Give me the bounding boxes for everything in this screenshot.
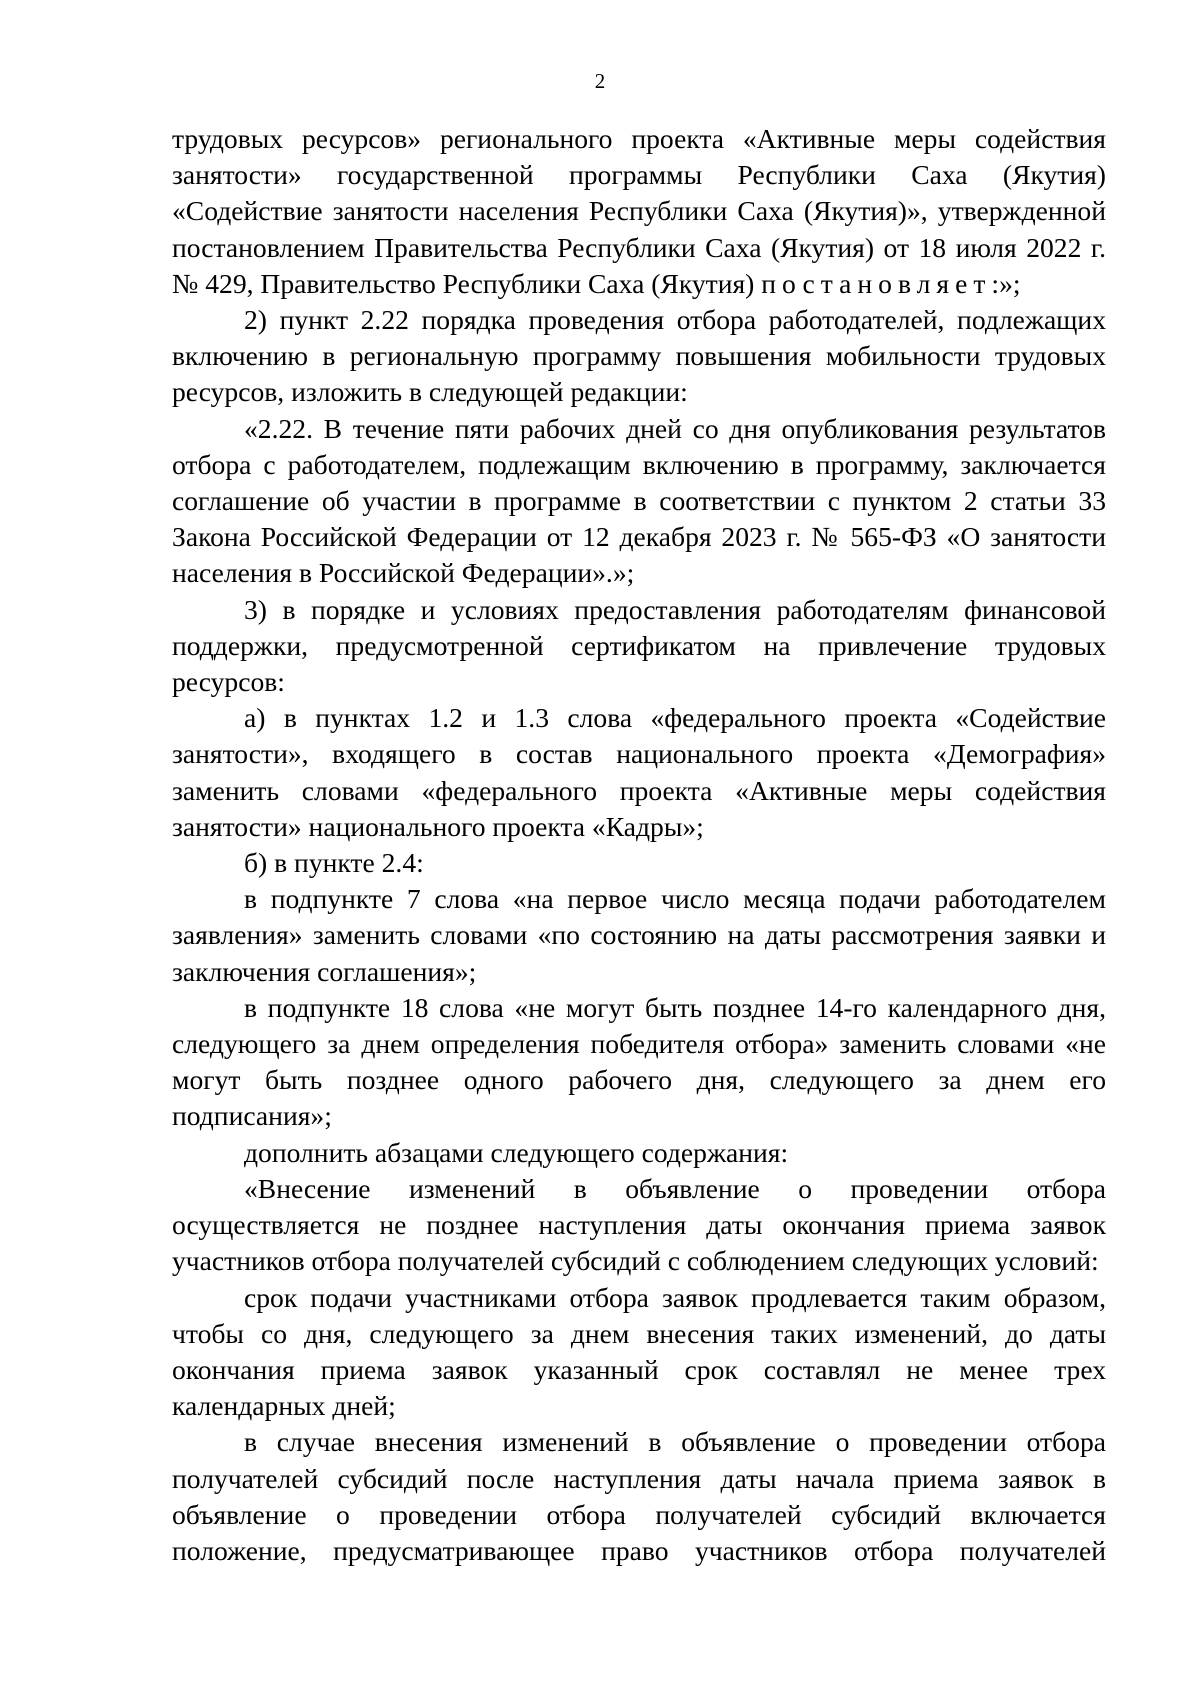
- paragraph-1-spaced-word: постановляет: [761, 267, 992, 299]
- paragraph-5: а) в пунктах 1.2 и 1.3 слова «федерального проекта «Содействие занятости», входящего в состав национального проекта «Демография» заменить словами «федерального проекта «Активные меры содействия занятости» национального проекта «Кадры»;: [172, 702, 1106, 842]
- paragraph-1-tail: :»;: [991, 267, 1021, 299]
- paragraph-4: 3) в порядке и условиях предоставления работодателям финансовой поддержки, предусмотренной сертификатом на привлечение трудовых ресурсов:: [172, 593, 1106, 698]
- paragraph-9: дополнить абзацами следующего содержания:: [244, 1136, 789, 1168]
- paragraph-8: в подпункте 18 слова «не могут быть позднее 14-го календарного дня, следующего за днем определения победителя отбора» заменить словами «не могут быть позднее одного рабочего дня, следующего за днем его подписания»;: [172, 991, 1106, 1132]
- paragraph-10: «Внесение изменений в объявление о проведении отбора осуществляется не позднее наступления даты окончания приема заявок участников отбора получателей субсидий с соблюдением следующих условий:: [172, 1172, 1106, 1277]
- paragraph-2: 2) пункт 2.22 порядка проведения отбора работодателей, подлежащих включению в региональную программу повышения мобильности трудовых ресурсов, изложить в следующей редакции:: [172, 304, 1106, 408]
- paragraph-3: «2.22. В течение пяти рабочих дней со дня опубликования результатов отбора с работодателем, подлежащим включению в программу, заключается соглашение об участии в программе в соответствии с пунктом 2 статьи 33 Закона Российской Федерации от 12 декабря 2023 г. № 565-ФЗ «О занятости населения в Российской Федерации».»;: [172, 412, 1106, 589]
- paragraph-1: [172, 121, 1106, 302]
- paragraph-11: срок подачи участниками отбора заявок продлевается таким образом, чтобы со дня, следующего за днем внесения таких изменений, до даты окончания приема заявок указанный срок составлял не менее трех календарных дней;: [172, 1281, 1106, 1422]
- paragraph-12: в случае внесения изменений в объявление о проведении отбора получателей субсидий после наступления даты начала приема заявок в объявление о проведении отбора получателей субсидий включается положение, предусматривающее право участников отбора получателей: [172, 1426, 1106, 1566]
- paragraph-1-text: трудовых ресурсов» регионального проекта «Активные меры содействия занятости» государственной программы Республики Саха (Якутия) «Содействие занятости населения Республики Саха (Якутия)», утвержденной постановлением Правительства Республики Саха (Якутия) от 18 июля 2022 г. № 429, Правительство Республики Саха (Якутия): [172, 123, 1106, 299]
- document-body: [172, 121, 1106, 1569]
- paragraph-7: в подпункте 7 слова «на первое число месяца подачи работодателем заявления» заменить словами «по состоянию на даты рассмотрения заявки и заключения соглашения»;: [172, 883, 1106, 987]
- page-number: 2: [594, 69, 606, 93]
- paragraph-6: б) в пункте 2.4:: [244, 847, 424, 879]
